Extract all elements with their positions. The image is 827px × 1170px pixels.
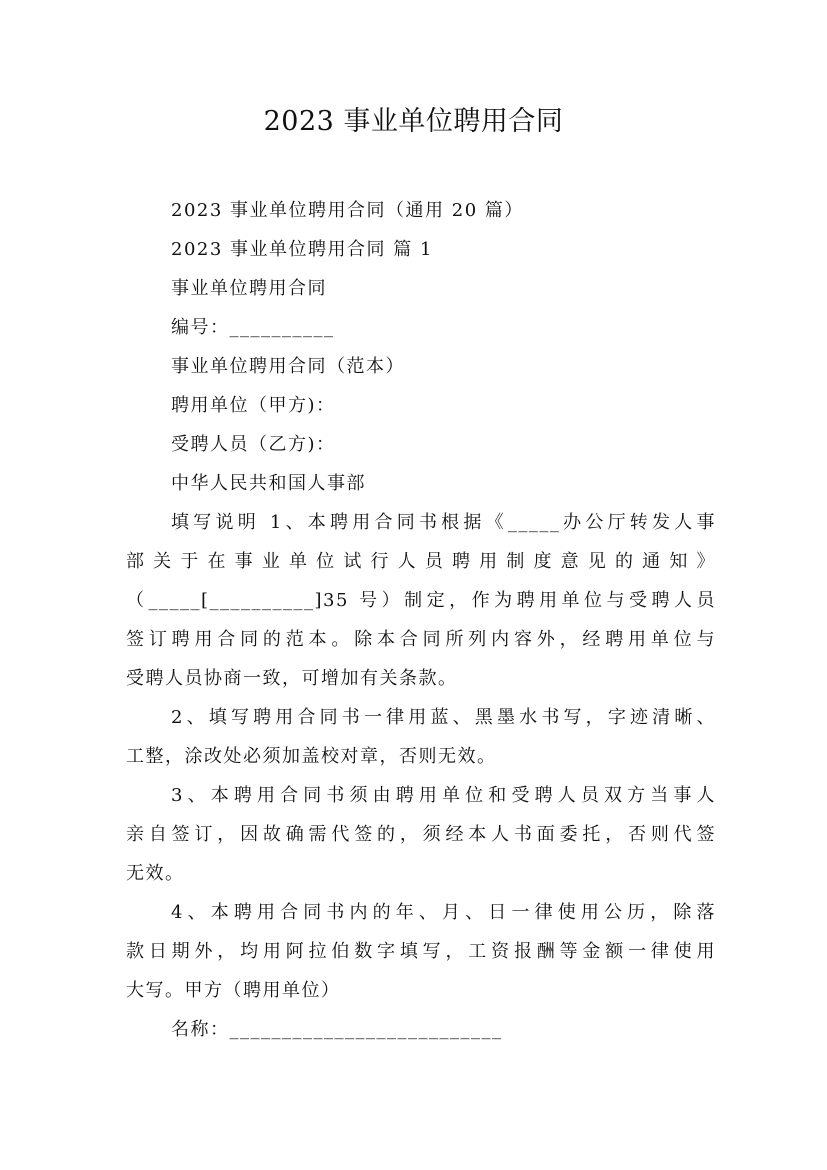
instruction-line: 4、本聘用合同书内的年、月、日一律使用公历，除落 (171, 902, 716, 923)
doc-line: 事业单位聘用合同（范本） (171, 356, 405, 377)
instruction-line: 工整，涂改处必须加盖校对章，否则无效。 (126, 746, 497, 767)
issuer-line: 中华人民共和国人事部 (171, 473, 366, 494)
instruction-line: 签订聘用合同的范本。除本合同所列内容外，经聘用单位与 (126, 629, 716, 650)
instruction-line: 大写。甲方（聘用单位） (126, 980, 341, 1001)
doc-line: 2023 事业单位聘用合同（通用 20 篇） (171, 200, 524, 221)
party-b-line: 受聘人员（乙方)： (171, 434, 336, 455)
instruction-line: 无效。 (126, 863, 185, 884)
instruction-line: 填写说明 1、本聘用合同书根据《_____办公厅转发人事 (171, 512, 716, 533)
contract-number-line: 编号：__________ (171, 317, 335, 338)
party-a-line: 聘用单位（甲方)： (171, 395, 336, 416)
doc-line: 2023 事业单位聘用合同 篇 1 (171, 239, 433, 260)
doc-line: 事业单位聘用合同 (171, 278, 327, 299)
document-body (126, 191, 716, 1049)
document-title: 2023 事业单位聘用合同 (263, 106, 564, 137)
instruction-line: 3、本聘用合同书须由聘用单位和受聘人员双方当事人 (171, 785, 716, 806)
instruction-line: 亲自签订，因故确需代签的，须经本人书面委托，否则代签 (126, 824, 716, 845)
instruction-line: 部关于在事业单位试行人员聘用制度意见的通知》 (126, 551, 716, 572)
instruction-line: 款日期外，均用阿拉伯数字填写，工资报酬等金额一律使用 (126, 941, 716, 962)
name-field-line: 名称：__________________________ (171, 1019, 503, 1040)
instruction-line: 2、填写聘用合同书一律用蓝、黑墨水书写，字迹清晰、 (171, 707, 716, 728)
instruction-line: （_____[__________]35 号）制定，作为聘用单位与受聘人员 (126, 590, 716, 611)
instruction-line: 受聘人员协商一致，可增加有关条款。 (126, 668, 458, 689)
